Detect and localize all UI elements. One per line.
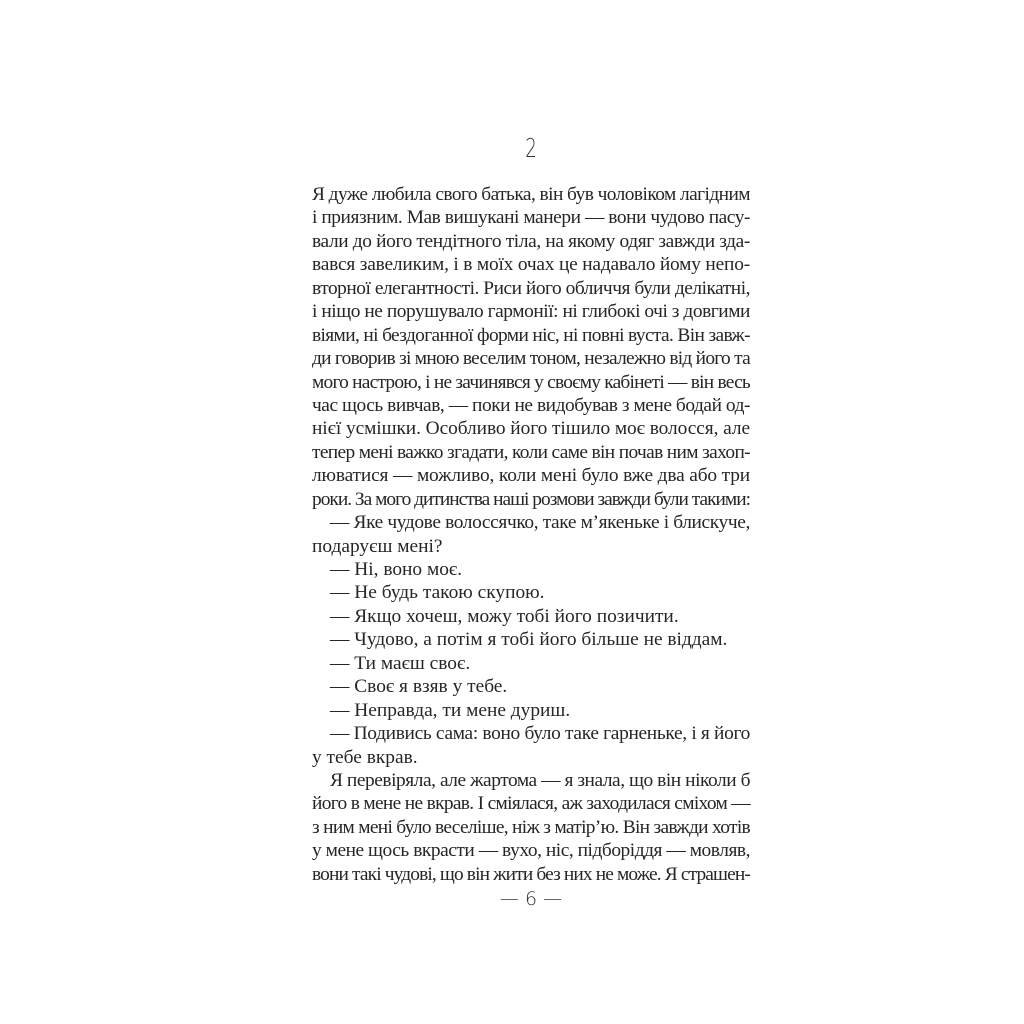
text-line: у тебе вкрав. <box>312 746 418 768</box>
text-line: — Якщо хочеш, можу тобі його позичити. <box>330 605 679 627</box>
text-line: — Не будь такою скупою. <box>330 582 545 604</box>
book-page <box>312 0 750 1024</box>
text-line: віями, ні бездоганної форми ніс, ні повні вуста. Він завж- <box>312 324 750 346</box>
page-number: — 6 — <box>499 888 563 910</box>
text-line: з ним мені було веселіше, ніж з матір’ю. Він завжди хотів <box>312 816 750 838</box>
text-line: Я дуже любила свого батька, він був чоловіком лагідним <box>312 184 750 205</box>
text-line: — Своє я взяв у тебе. <box>330 676 508 698</box>
text-line: ди говорив зі мною веселим тоном, незалежно від його та <box>312 348 750 370</box>
text-line: вторної елегантності. Риси його обличчя були делікатні, <box>312 277 750 299</box>
text-line: тепер мені важко згадати, коли саме він почав ним захоп- <box>312 441 750 463</box>
text-line: — Ні, воно моє. <box>330 559 463 580</box>
text-line: мого настрою, і не зачинявся у своєму кабінеті — він весь <box>312 371 750 393</box>
text-line: — Неправда, ти мене дуриш. <box>330 699 571 721</box>
text-line: — Подивись сама: воно було таке гарненьке, і я його <box>330 723 750 745</box>
text-line: його в мене не вкрав. І сміялася, аж заходилася сміхом — <box>312 793 750 815</box>
text-line: нієї усмішки. Особливо його тішило моє волосся, але <box>312 418 750 440</box>
text-line: час щось вивчав, — поки не видобував з мене бодай од- <box>312 394 750 416</box>
text-line: Я перевіряла, але жартома — я знала, що він ніколи б <box>330 769 750 791</box>
text-line: люватися — можливо, коли мені було вже два або три <box>312 465 750 487</box>
text-line: — Яке чудове волоссячко, таке м’якеньке і блискуче, <box>330 512 750 534</box>
body-text <box>312 183 750 886</box>
text-line: роки. За мого дитинства наші розмови завжди були такими: <box>312 488 750 510</box>
text-line: вали до його тендітного тіла, на якому одяг завжди зда- <box>312 230 750 252</box>
text-line: вони такі чудові, що він жити без них не може. Я страшен- <box>312 863 750 885</box>
text-line: і приязним. Мав вишукані манери — вони чудово пасу- <box>312 207 750 229</box>
text-line: у мене щось вкрасти — вухо, ніс, підборіддя — мовляв, <box>312 840 750 862</box>
text-line: вався завеликим, і в моїх очах це надавало йому непо- <box>312 254 750 276</box>
text-line: подаруєш мені? <box>312 535 443 557</box>
text-line: і ніщо не порушувало гармонії: ні глибокі очі з довгими <box>312 301 750 323</box>
text-line: — Ти маєш своє. <box>330 652 471 674</box>
chapter-number: 2 <box>525 134 537 164</box>
text-line: — Чудово, а потім я тобі його більше не віддам. <box>330 629 728 651</box>
